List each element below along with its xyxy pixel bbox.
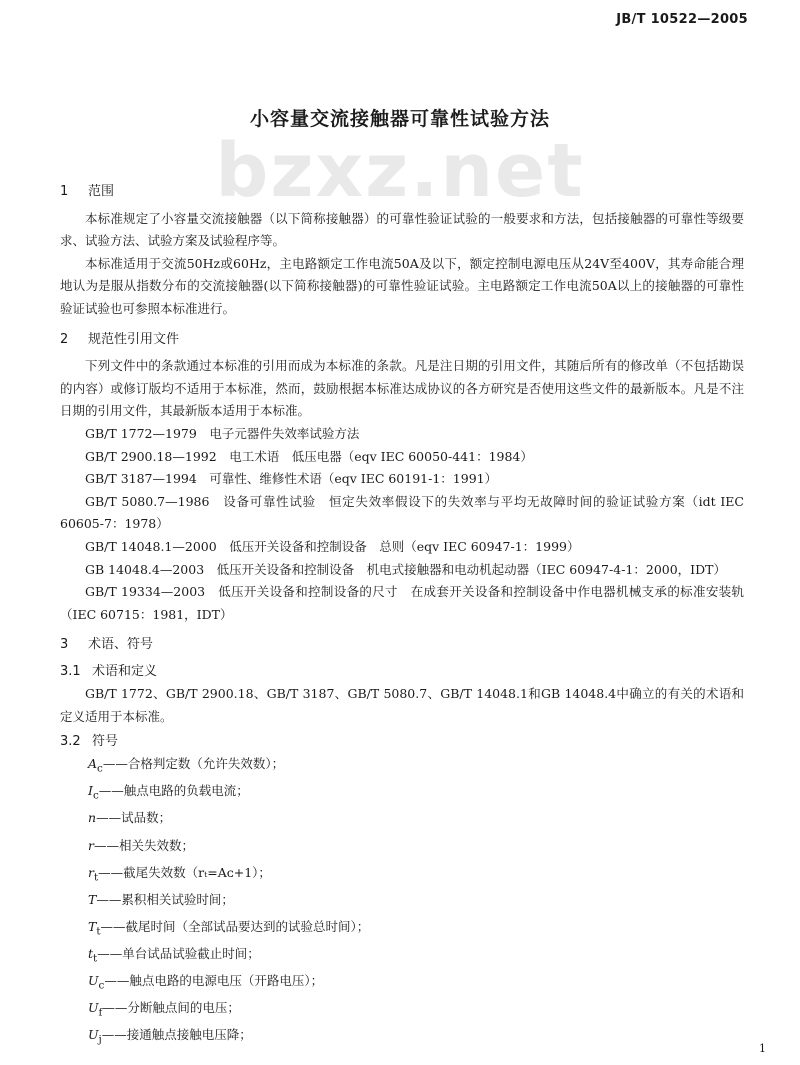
document-title: 小容量交流接触器可靠性试验方法 (249, 108, 550, 130)
symbol-subscript: t (96, 925, 101, 938)
reference-item: GB/T 2900.18—1992 电工术语 低压电器（eqv IEC 60050-441：1984） (85, 448, 533, 464)
symbol: T (88, 918, 97, 934)
page-number: 1 (759, 1042, 766, 1055)
paragraph: 本标准规定了小容量交流接触器（以下简称接触器）的可靠性验证试验的一般要求和方法，包括接触器的可靠性等级要求、试验方法、试验方案及试验程序等。 (60, 210, 744, 249)
symbol-list (60, 753, 744, 1051)
symbol-item (60, 889, 744, 916)
section-title: 术语、符号 (88, 637, 154, 653)
symbol: A (88, 756, 98, 772)
symbol: U (88, 1000, 99, 1016)
symbol-item (60, 835, 744, 862)
symbol-description: ——相关失效数； (93, 837, 194, 853)
symbol-subscript: j (98, 1033, 102, 1046)
standard-code: JB/T 10522—2005 (616, 12, 748, 27)
symbol: r (88, 837, 94, 853)
symbol-subscript: t (93, 952, 98, 965)
symbol-item (60, 862, 744, 889)
symbol-description: ——单台试品试验截止时间； (97, 945, 260, 961)
subsection-heading-3-1 (60, 661, 744, 684)
subsection-heading-3-2 (60, 731, 744, 754)
reference-item: GB/T 3187—1994 可靠性、维修性术语（eqv IEC 60191-1：1991） (85, 471, 498, 487)
section-number: 3 (60, 637, 69, 653)
symbol-description: ——试品数； (96, 810, 172, 826)
symbol: T (88, 891, 97, 907)
subsection-number: 3.1 (60, 663, 81, 679)
section-number: 2 (60, 331, 69, 347)
symbol-item (60, 753, 744, 780)
symbol-description: ——分断触点间的电压； (102, 1000, 240, 1016)
section-heading-3 (60, 634, 744, 657)
symbol-item (60, 916, 744, 943)
subsection-title: 术语和定义 (92, 663, 158, 679)
reference-item: GB/T 1772—1979 电子元器件失效率试验方法 (85, 425, 360, 441)
symbol-item (60, 807, 744, 834)
reference-item: GB/T 14048.1—2000 低压开关设备和控制设备 总则（eqv IEC 60947-1：1999） (85, 538, 580, 554)
section-title: 范围 (88, 184, 115, 199)
symbol-subscript: t (93, 871, 99, 884)
paragraph: 下列文件中的条款通过本标准的引用而成为本标准的条款。凡是注日期的引用文件，其随后所有的修改单（不包括勘误的内容）或修订版均不适用于本标准，然而，鼓励根据本标准达成协议的各方研究是否使用这些文件的最新版本。凡是不注日期的引用文件，其最新版本适用于本标准。 (60, 358, 744, 419)
reference-item: GB/T 5080.7—1986 设备可靠性试验 恒定失效率假设下的失效率与平均无故障时间的验证试验方案（idt IEC 60605-7：1978） (60, 493, 744, 532)
symbol-item (60, 780, 744, 807)
paragraph: 本标准适用于交流50Hz或60Hz，主电路额定工作电流50A及以下，额定控制电源电压从24V至400V，其寿命能合理地认为是服从指数分布的交流接触器(以下简称接触器)的可靠性验证试验。主电路额定工作电流50A以上的接触器的可靠性验证试验也可参照本标准进行。 (60, 255, 744, 316)
section-title: 规范性引用文件 (88, 331, 180, 347)
symbol-subscript: c (92, 789, 99, 802)
symbol-item (60, 1024, 744, 1051)
symbol-item (60, 997, 744, 1024)
subsection-number: 3.2 (60, 733, 81, 749)
symbol-item (60, 943, 744, 970)
section-heading-1 (60, 181, 744, 204)
symbol: U (88, 973, 99, 988)
symbol: t (88, 945, 94, 961)
reference-item: GB/T 19334—2003 低压开关设备和控制设备的尺寸 在成套开关设备和控制设备中作电器机械支承的标准安装轨（IEC 60715：1981，IDT） (60, 584, 744, 622)
symbol-description: ——截尾时间（全部试品要达到的试验总时间）； (100, 918, 370, 934)
symbol: n (88, 810, 97, 826)
symbol-description: ——触点电路的负载电流； (98, 783, 249, 799)
symbol-subscript: f (98, 1006, 103, 1019)
symbol-description: ——累积相关试验时间； (96, 891, 234, 907)
symbol-subscript: c (98, 979, 105, 992)
watermark: bzxz.net (215, 128, 585, 214)
symbol-description: ——触点电路的电源电压（开路电压）； (104, 973, 324, 988)
symbol-description: ——合格判定数（允许失效数）； (102, 756, 285, 772)
symbol-description: ——截尾失效数（rₜ=Aᴄ+1）； (98, 864, 271, 880)
section-number: 1 (60, 184, 69, 199)
symbol: I (88, 783, 93, 799)
section-heading-2 (60, 329, 744, 352)
paragraph: GB/T 1772、GB/T 2900.18、GB/T 3187、GB/T 5080.7、GB/T 14048.1和GB 14048.4中确立的有关的术语和定义适用于本标准。 (60, 686, 744, 725)
symbol-description: ——接通触点接触电压降； (101, 1027, 252, 1043)
symbol-item (60, 970, 744, 997)
reference-item: GB 14048.4—2003 低压开关设备和控制设备 机电式接触器和电动机起动器（IEC 60947-4-1：2000，IDT） (85, 561, 726, 577)
symbol-subscript: c (97, 762, 103, 775)
document-body (60, 175, 744, 1051)
symbol: r (88, 864, 94, 880)
subsection-title: 符号 (92, 733, 119, 749)
symbol: U (88, 1027, 99, 1043)
